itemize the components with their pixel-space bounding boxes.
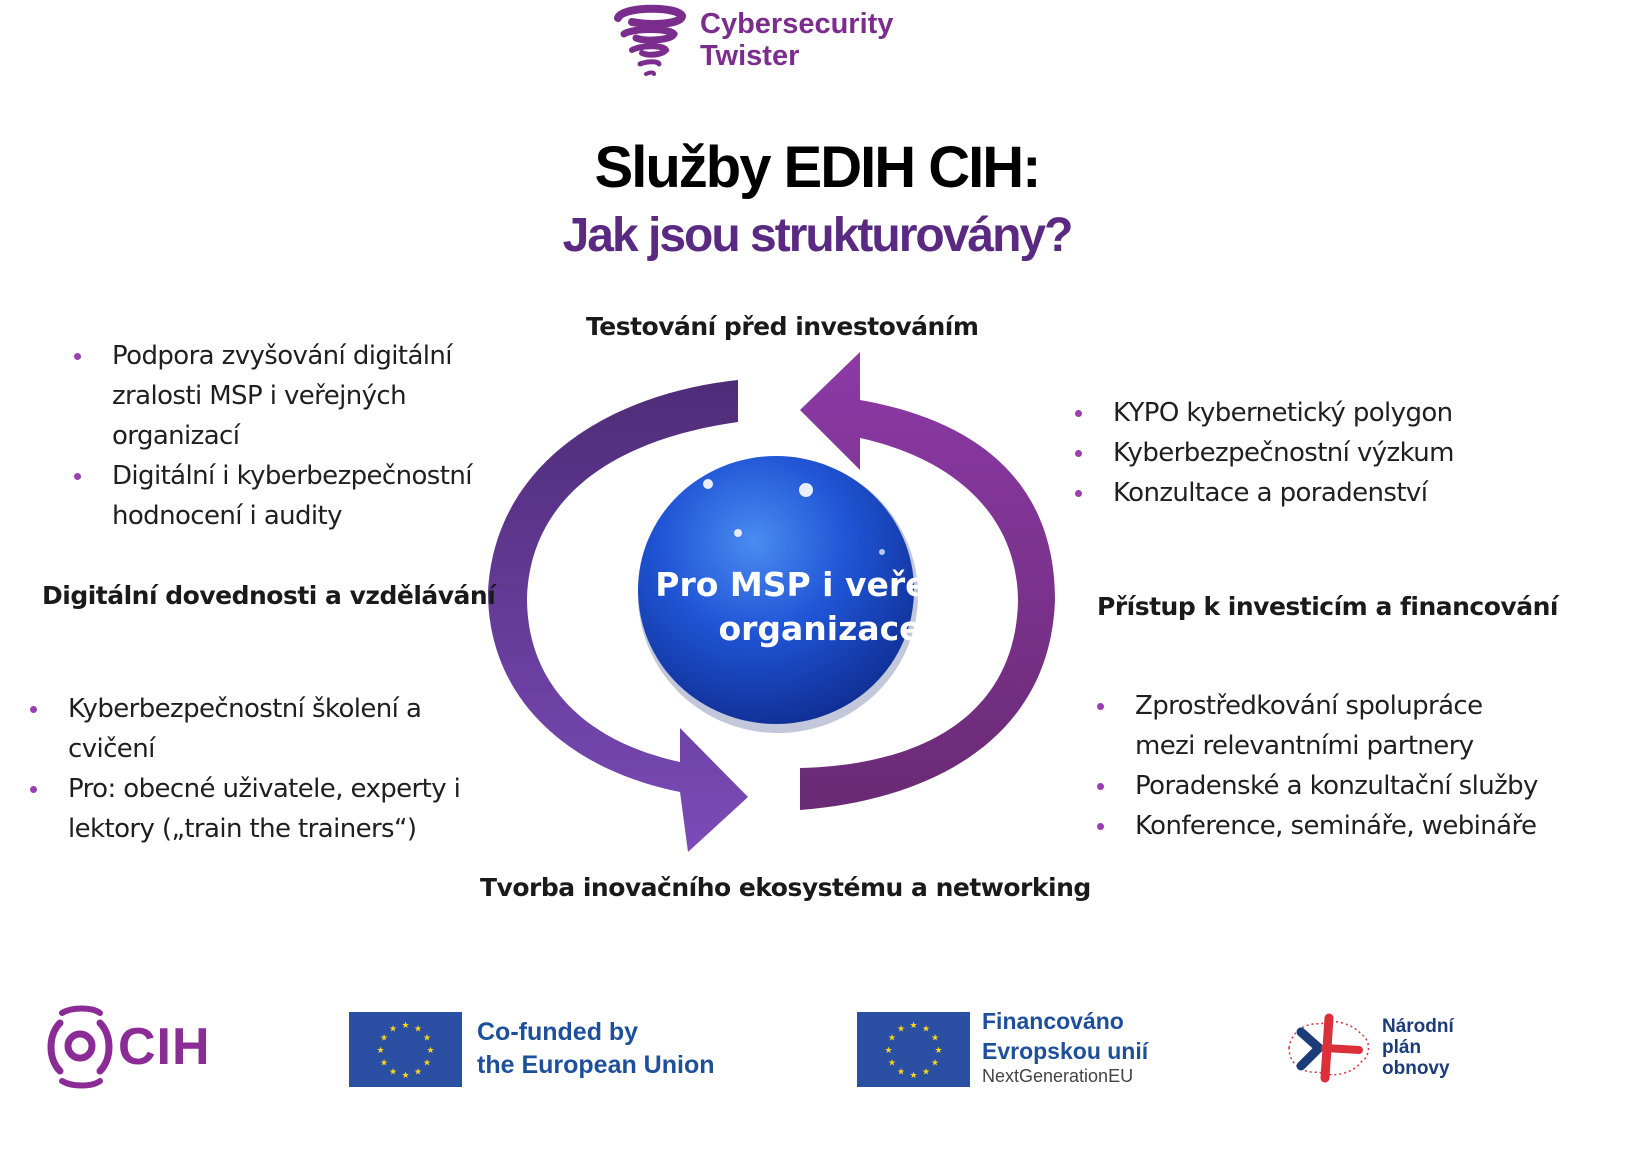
heading-bottom: Tvorba inovačního ekosystému a networking [480, 873, 1091, 902]
list-item: Digitální i kyberbezpečnostní hodnocení i audity [70, 456, 490, 536]
heading-left: Digitální dovednosti a vzdělávání [42, 581, 496, 610]
svg-text:★: ★ [896, 1024, 906, 1035]
page-title: Služby EDIH CIH: [594, 135, 1040, 200]
svg-text:★: ★ [909, 1071, 918, 1081]
npo-line1: Národní [1382, 1016, 1454, 1037]
svg-text:★: ★ [934, 1046, 943, 1056]
page-subtitle: Jak jsou strukturovány? [562, 209, 1072, 262]
heading-right: Přístup k investicím a financování [1097, 592, 1558, 621]
list-item: Konzultace a poradenství [1071, 473, 1551, 513]
svg-text:★: ★ [376, 1046, 385, 1056]
svg-text:★: ★ [884, 1046, 893, 1056]
eu-financed-line2: Evropskou unií [982, 1038, 1149, 1064]
list-item: KYPO kybernetický polygon [1071, 393, 1551, 433]
list-bottom-left [26, 689, 476, 849]
svg-text:★: ★ [909, 1021, 918, 1031]
svg-text:★: ★ [887, 1058, 897, 1069]
svg-text:★: ★ [921, 1024, 931, 1035]
svg-text:★: ★ [401, 1021, 410, 1031]
svg-text:★: ★ [426, 1046, 435, 1056]
tornado-icon [612, 4, 688, 80]
center-label: Pro MSP i veřejné organizace [655, 565, 985, 648]
brand-name [700, 8, 893, 72]
eu-financed-text [982, 1006, 1148, 1087]
svg-text:★: ★ [388, 1024, 398, 1035]
list-item: Kyberbezpečnostní výzkum [1071, 433, 1551, 473]
eu-cofunded-line2: the European Union [477, 1051, 715, 1079]
brand-line1: Cybersecurity [700, 8, 894, 40]
list-item: Konference, semináře, webináře [1093, 806, 1543, 846]
svg-text:★: ★ [422, 1058, 432, 1069]
list-item: Poradenské a konzultační služby [1093, 766, 1543, 806]
eu-financed-line3: NextGenerationEU [982, 1066, 1134, 1086]
list-bottom-right [1093, 686, 1543, 846]
list-item: Podpora zvyšování digitální zralosti MSP i veřejných organizací [70, 336, 490, 456]
svg-text:★: ★ [921, 1067, 931, 1078]
brand-line2: Twister [700, 40, 800, 72]
eu-financed-line1: Financováno [982, 1008, 1124, 1034]
svg-text:★: ★ [388, 1067, 398, 1078]
npo-line2: plán [1382, 1037, 1422, 1058]
eu-flag-icon [349, 1012, 462, 1087]
svg-text:★: ★ [379, 1058, 389, 1069]
list-item: Pro: obecné uživatele, experty i lektory („train the trainers“) [26, 769, 476, 849]
svg-text:★: ★ [413, 1024, 423, 1035]
svg-text:★: ★ [930, 1058, 940, 1069]
heading-top: Testování před investováním [586, 312, 979, 341]
cih-logo-text: CIH [118, 1018, 211, 1076]
svg-text:★: ★ [422, 1033, 432, 1044]
list-item: Zprostředkování spolupráce mezi relevantními partnery [1093, 686, 1543, 766]
svg-text:★: ★ [379, 1033, 389, 1044]
list-top-left [70, 336, 490, 536]
svg-text:★: ★ [413, 1067, 423, 1078]
list-item: Kyberbezpečnostní školení a cvičení [26, 689, 476, 769]
eu-cofunded-text [477, 1016, 715, 1082]
svg-text:★: ★ [401, 1071, 410, 1081]
cih-logo-icon [40, 1003, 120, 1089]
npo-text [1382, 1016, 1454, 1079]
eu-flag-icon [857, 1012, 970, 1087]
npo-line3: obnovy [1382, 1058, 1450, 1079]
svg-text:★: ★ [930, 1033, 940, 1044]
svg-text:★: ★ [896, 1067, 906, 1078]
npo-logo-icon [1281, 1010, 1377, 1086]
svg-text:★: ★ [887, 1033, 897, 1044]
list-top-right [1071, 393, 1551, 513]
eu-cofunded-line1: Co-funded by [477, 1018, 639, 1046]
